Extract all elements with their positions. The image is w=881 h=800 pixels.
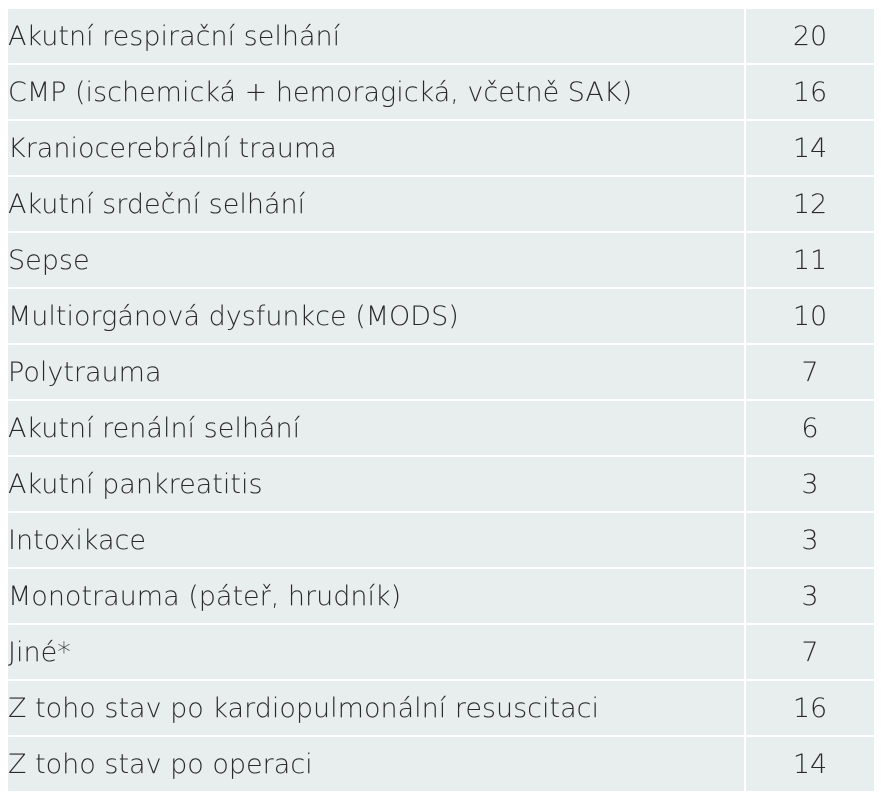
diagnosis-label: Kraniocerebrální trauma — [7, 120, 745, 176]
diagnosis-label: Jiné* — [7, 624, 745, 680]
diagnosis-label: CMP (ischemická + hemoragická, včetně SAK) — [7, 64, 745, 120]
diagnosis-label: Intoxikace — [7, 512, 745, 568]
table-row — [7, 568, 875, 624]
diagnosis-count: 11 — [745, 232, 875, 288]
diagnosis-table — [6, 7, 876, 793]
table-row — [7, 288, 875, 344]
diagnosis-label: Akutní srdeční selhání — [7, 176, 745, 232]
diagnosis-label: Monotrauma (páteř, hrudník) — [7, 568, 745, 624]
table-row — [7, 400, 875, 456]
diagnosis-count: 3 — [745, 456, 875, 512]
diagnosis-count: 20 — [745, 8, 875, 64]
diagnosis-count: 3 — [745, 512, 875, 568]
diagnosis-label: Z toho stav po kardiopulmonální resuscitaci — [7, 680, 745, 736]
table-row — [7, 344, 875, 400]
diagnosis-count: 14 — [745, 120, 875, 176]
table-row — [7, 512, 875, 568]
table-row — [7, 176, 875, 232]
table-row — [7, 8, 875, 64]
diagnosis-label: Akutní respirační selhání — [7, 8, 745, 64]
diagnosis-count: 12 — [745, 176, 875, 232]
table-row — [7, 64, 875, 120]
diagnosis-count: 10 — [745, 288, 875, 344]
diagnosis-count: 14 — [745, 736, 875, 792]
diagnosis-label: Akutní pankreatitis — [7, 456, 745, 512]
diagnosis-count: 16 — [745, 680, 875, 736]
diagnosis-label: Akutní renální selhání — [7, 400, 745, 456]
diagnosis-label: Z toho stav po operaci — [7, 736, 745, 792]
table-row — [7, 680, 875, 736]
table-row — [7, 232, 875, 288]
table-row — [7, 456, 875, 512]
table-row — [7, 624, 875, 680]
diagnosis-count: 7 — [745, 624, 875, 680]
diagnosis-count: 7 — [745, 344, 875, 400]
diagnosis-label: Multiorgánová dysfunkce (MODS) — [7, 288, 745, 344]
table-row — [7, 736, 875, 792]
diagnosis-label: Sepse — [7, 232, 745, 288]
diagnosis-count: 6 — [745, 400, 875, 456]
diagnosis-label: Polytrauma — [7, 344, 745, 400]
diagnosis-count: 16 — [745, 64, 875, 120]
diagnosis-table-body — [7, 8, 875, 792]
table-row — [7, 120, 875, 176]
diagnosis-count: 3 — [745, 568, 875, 624]
